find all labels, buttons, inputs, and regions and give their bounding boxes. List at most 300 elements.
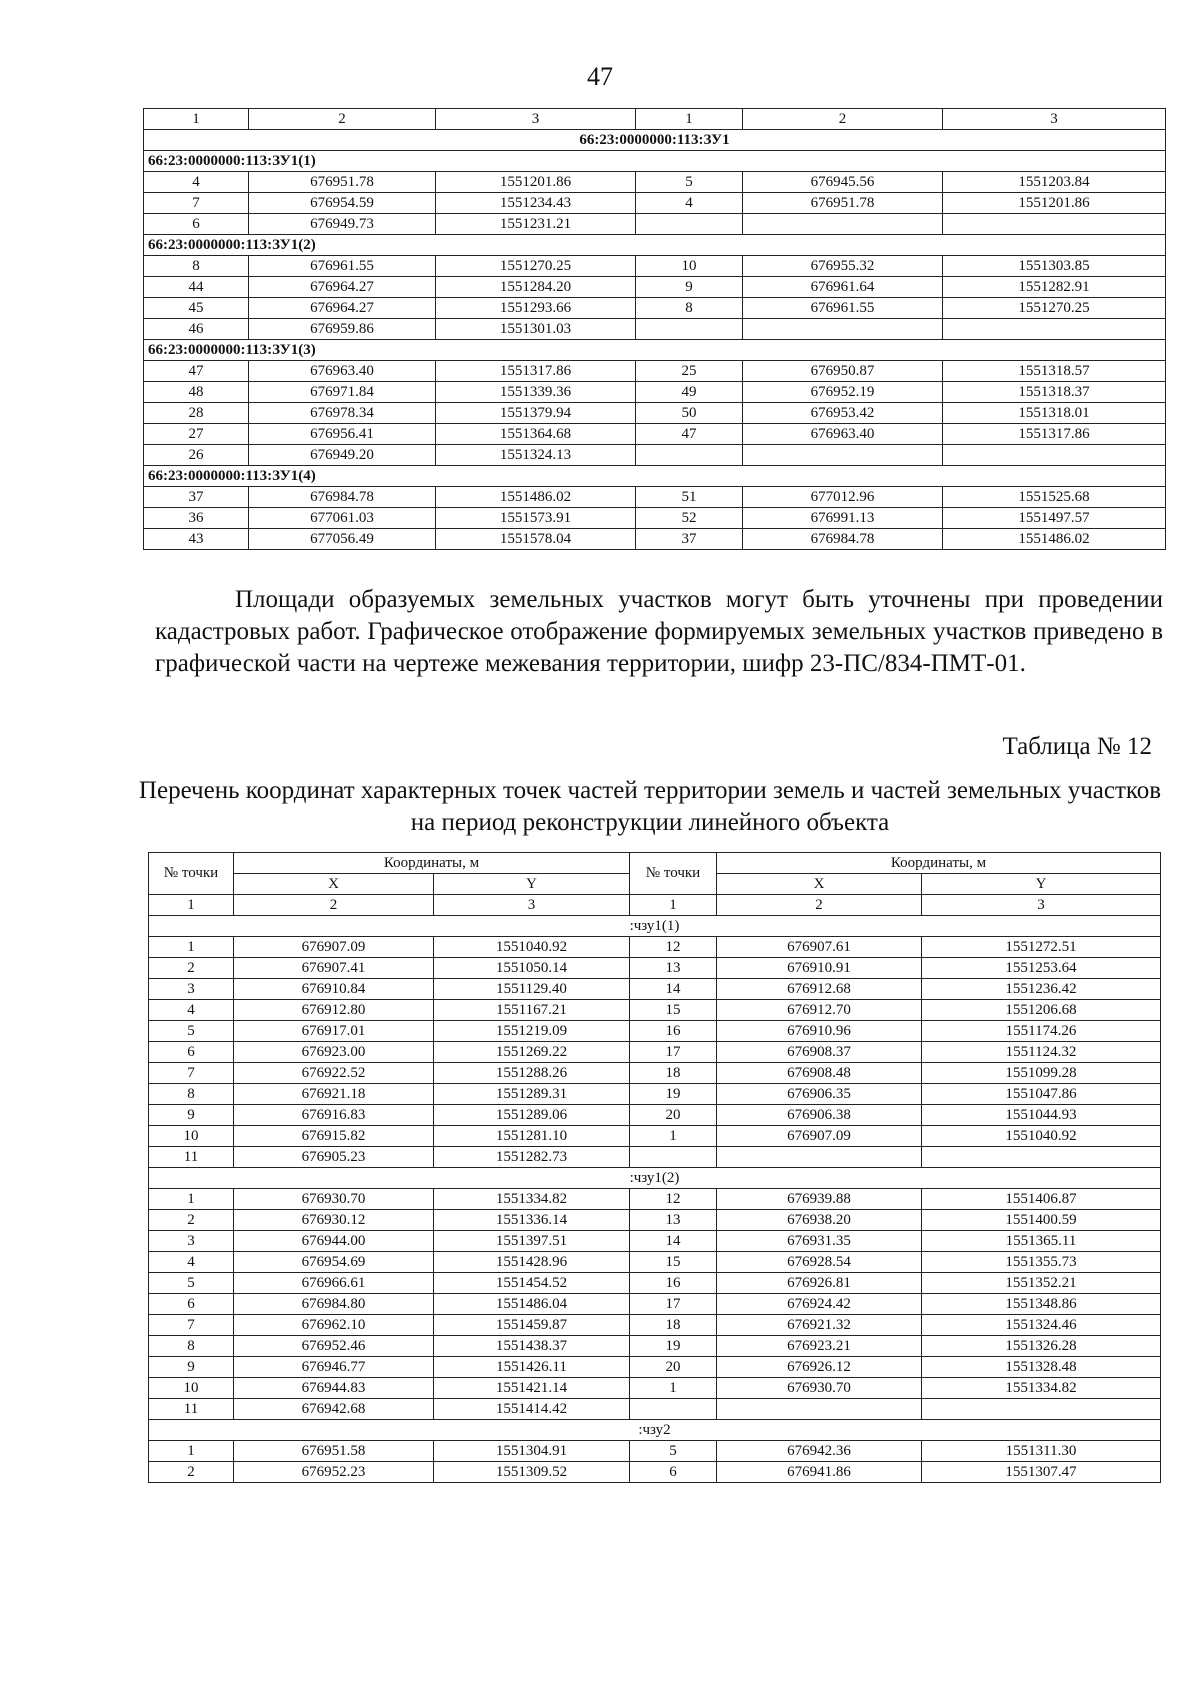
table-cell: 676916.83 <box>234 1105 434 1126</box>
table-cell: 676942.36 <box>717 1441 922 1462</box>
table-cell <box>630 1147 717 1168</box>
table-cell: 1 <box>149 1189 234 1210</box>
table-cell: 5 <box>149 1273 234 1294</box>
table-cell: 1551497.57 <box>943 508 1166 529</box>
table-cell: 8 <box>144 256 249 277</box>
section-header-row <box>144 151 1166 172</box>
table-cell: 676910.91 <box>717 958 922 979</box>
table-cell: 1551124.32 <box>922 1042 1161 1063</box>
table-cell: 1551050.14 <box>434 958 630 979</box>
table-cell: 28 <box>144 403 249 424</box>
table-cell: 676984.78 <box>249 487 436 508</box>
coordinates-table-chzu <box>148 852 1161 1483</box>
table-cell: 1551459.87 <box>434 1315 630 1336</box>
table-cell: 676963.40 <box>743 424 943 445</box>
column-number-row <box>144 109 1166 130</box>
table-cell: 1551284.20 <box>436 277 636 298</box>
table-cell: 676908.48 <box>717 1063 922 1084</box>
table-cell: 36 <box>144 508 249 529</box>
table-cell: 1551236.42 <box>922 979 1161 1000</box>
coordinates-header: Координаты, м <box>234 853 630 874</box>
table-cell: 676961.55 <box>743 298 943 319</box>
table-row <box>149 1126 1161 1147</box>
table-cell: 7 <box>144 193 249 214</box>
table-cell: 676959.86 <box>249 319 436 340</box>
table-row <box>149 1084 1161 1105</box>
table-cell: 676949.73 <box>249 214 436 235</box>
table-cell <box>636 214 743 235</box>
table-cell: 49 <box>636 382 743 403</box>
table-cell: 1551406.87 <box>922 1189 1161 1210</box>
table-cell: 1551282.91 <box>943 277 1166 298</box>
table-cell: 1551573.91 <box>436 508 636 529</box>
table-cell: 676907.09 <box>717 1126 922 1147</box>
table-cell: 10 <box>636 256 743 277</box>
table-cell: 12 <box>630 937 717 958</box>
table-cell: 1551288.26 <box>434 1063 630 1084</box>
table-cell: 676963.40 <box>249 361 436 382</box>
table-cell: 676964.27 <box>249 298 436 319</box>
table-cell: 676910.84 <box>234 979 434 1000</box>
table-cell: 676954.59 <box>249 193 436 214</box>
table-cell: 43 <box>144 529 249 550</box>
table-cell: 1551324.13 <box>436 445 636 466</box>
column-number-row <box>149 895 1161 916</box>
table-cell: 1551167.21 <box>434 1000 630 1021</box>
table-cell: 3 <box>943 109 1166 130</box>
table-cell: 1551318.57 <box>943 361 1166 382</box>
table-cell: 676964.27 <box>249 277 436 298</box>
table-cell: 14 <box>630 979 717 1000</box>
table-cell: 1551400.59 <box>922 1210 1161 1231</box>
table-row <box>144 277 1166 298</box>
table-cell: 4 <box>149 1000 234 1021</box>
table-cell: 1551317.86 <box>436 361 636 382</box>
table-cell: 1551355.73 <box>922 1252 1161 1273</box>
table-cell <box>717 1399 922 1420</box>
table-cell: 1551486.04 <box>434 1294 630 1315</box>
section-header-row <box>149 916 1161 937</box>
coordinates-table-zu1 <box>143 108 1166 550</box>
page-number: 47 <box>587 62 613 91</box>
table-cell: 26 <box>144 445 249 466</box>
table-cell: 1551293.66 <box>436 298 636 319</box>
table-row <box>149 1189 1161 1210</box>
table-cell: 676952.46 <box>234 1336 434 1357</box>
table-cell: 676946.77 <box>234 1357 434 1378</box>
table-cell <box>743 214 943 235</box>
table-cell: 6 <box>149 1294 234 1315</box>
table-cell: 677012.96 <box>743 487 943 508</box>
table-cell: 5 <box>630 1441 717 1462</box>
table-cell <box>636 445 743 466</box>
table-cell: 1 <box>149 937 234 958</box>
table-cell: 7 <box>149 1063 234 1084</box>
table-cell: 1551428.96 <box>434 1252 630 1273</box>
table-cell: 676942.68 <box>234 1399 434 1420</box>
section-header-row <box>144 340 1166 361</box>
table-cell: 9 <box>149 1357 234 1378</box>
table-cell: 47 <box>636 424 743 445</box>
table-cell: 10 <box>149 1126 234 1147</box>
table-cell: 676951.78 <box>743 193 943 214</box>
table-cell: 1551334.82 <box>434 1189 630 1210</box>
table-cell: 1551454.52 <box>434 1273 630 1294</box>
table-cell: 16 <box>630 1021 717 1042</box>
table-cell: 676923.00 <box>234 1042 434 1063</box>
table-cell: 1551525.68 <box>943 487 1166 508</box>
table-cell: 1551044.93 <box>922 1105 1161 1126</box>
table-cell: 676966.61 <box>234 1273 434 1294</box>
table-cell: 1551253.64 <box>922 958 1161 979</box>
table-cell: 9 <box>149 1105 234 1126</box>
table-cell: 676912.70 <box>717 1000 922 1021</box>
table-cell: 1 <box>144 109 249 130</box>
table-row <box>149 1462 1161 1483</box>
table-cell: 1551206.68 <box>922 1000 1161 1021</box>
table-cell <box>943 319 1166 340</box>
table-cell: 3 <box>149 979 234 1000</box>
table-cell: 1551324.46 <box>922 1315 1161 1336</box>
table-cell: 6 <box>149 1042 234 1063</box>
table-cell: 1551309.52 <box>434 1462 630 1483</box>
table-cell: 13 <box>630 1210 717 1231</box>
column-number: 3 <box>922 895 1161 916</box>
table-cell: 8 <box>636 298 743 319</box>
column-number: 1 <box>630 895 717 916</box>
table-cell: 25 <box>636 361 743 382</box>
table-cell: 676944.00 <box>234 1231 434 1252</box>
table-cell: 676922.52 <box>234 1063 434 1084</box>
table-cell: 17 <box>630 1294 717 1315</box>
table-cell: 1551486.02 <box>436 487 636 508</box>
table-cell: 15 <box>630 1252 717 1273</box>
table-cell: 3 <box>436 109 636 130</box>
table-cell: 37 <box>144 487 249 508</box>
table-cell: 16 <box>630 1273 717 1294</box>
table-cell: 1551099.28 <box>922 1063 1161 1084</box>
section-name: 66:23:0000000:113:ЗУ1(4) <box>144 466 1166 487</box>
section-name: 66:23:0000000:113:ЗУ1(3) <box>144 340 1166 361</box>
table-row <box>149 1357 1161 1378</box>
table-cell: 11 <box>149 1399 234 1420</box>
table-cell: 676956.41 <box>249 424 436 445</box>
table-row <box>144 172 1166 193</box>
section-header-row <box>149 1420 1161 1441</box>
x-header: X <box>717 874 922 895</box>
table-cell: 1551270.25 <box>943 298 1166 319</box>
table-cell: 676984.78 <box>743 529 943 550</box>
table-row <box>149 1000 1161 1021</box>
table-row <box>144 361 1166 382</box>
table-cell: 13 <box>630 958 717 979</box>
table-cell: 9 <box>636 277 743 298</box>
table-row <box>149 1105 1161 1126</box>
table-row <box>149 1273 1161 1294</box>
table-row <box>149 958 1161 979</box>
table-row <box>144 382 1166 403</box>
table-cell: 1551414.42 <box>434 1399 630 1420</box>
y-header: Y <box>922 874 1161 895</box>
coordinates-header: Координаты, м <box>717 853 1161 874</box>
table-cell: 676951.58 <box>234 1441 434 1462</box>
table-label: Таблица № 12 <box>1002 733 1152 760</box>
parcel-title: 66:23:0000000:113:ЗУ1 <box>144 130 1166 151</box>
table-cell: 676907.41 <box>234 958 434 979</box>
table-cell: 676949.20 <box>249 445 436 466</box>
table-cell: 676928.54 <box>717 1252 922 1273</box>
table-cell: 676984.80 <box>234 1294 434 1315</box>
table-row <box>149 1252 1161 1273</box>
table-cell <box>922 1147 1161 1168</box>
table-row <box>149 1021 1161 1042</box>
table-cell: 676907.61 <box>717 937 922 958</box>
table-row <box>144 424 1166 445</box>
table-cell: 676905.23 <box>234 1147 434 1168</box>
table-cell: 1551348.86 <box>922 1294 1161 1315</box>
table-cell: 1551352.21 <box>922 1273 1161 1294</box>
table-row <box>144 319 1166 340</box>
table-cell: 2 <box>149 958 234 979</box>
table-cell: 1 <box>630 1126 717 1147</box>
table-cell: 676923.21 <box>717 1336 922 1357</box>
table-cell: 5 <box>636 172 743 193</box>
table-row <box>144 487 1166 508</box>
point-number-header: № точки <box>149 853 234 895</box>
table-cell: 1551486.02 <box>943 529 1166 550</box>
column-number: 2 <box>234 895 434 916</box>
table-cell: 11 <box>149 1147 234 1168</box>
table-cell: 15 <box>630 1000 717 1021</box>
table-cell: 676950.87 <box>743 361 943 382</box>
table-cell: 1551289.06 <box>434 1105 630 1126</box>
table-cell: 676945.56 <box>743 172 943 193</box>
table-cell: 17 <box>630 1042 717 1063</box>
table-cell: 1551438.37 <box>434 1336 630 1357</box>
table-cell: 1551040.92 <box>434 937 630 958</box>
table-cell: 676921.18 <box>234 1084 434 1105</box>
table-row <box>149 1441 1161 1462</box>
table-row <box>144 298 1166 319</box>
table-cell: 676906.38 <box>717 1105 922 1126</box>
table-cell: 676930.12 <box>234 1210 434 1231</box>
table-row <box>149 1063 1161 1084</box>
section-name: :чзу2 <box>149 1420 1161 1441</box>
table-row <box>144 214 1166 235</box>
section-name: 66:23:0000000:113:ЗУ1(2) <box>144 235 1166 256</box>
area-note-paragraph: Площади образуемых земельных участков могут быть уточнены при проведении кадастровых работ. Графическое отображение формируемых земельных участков приведено в графической части на чертеже межевания территории, шифр 23-ПС/834-ПМТ-01. <box>155 586 1163 677</box>
table-cell: 1551365.11 <box>922 1231 1161 1252</box>
table-cell: 4 <box>144 172 249 193</box>
table-cell <box>943 214 1166 235</box>
table-cell: 1551231.21 <box>436 214 636 235</box>
table-cell: 1551301.03 <box>436 319 636 340</box>
table-row <box>144 403 1166 424</box>
table-cell: 676930.70 <box>234 1189 434 1210</box>
table-cell: 676906.35 <box>717 1084 922 1105</box>
table-cell: 19 <box>630 1084 717 1105</box>
section-header-row <box>144 466 1166 487</box>
table-row <box>144 193 1166 214</box>
table-row <box>144 445 1166 466</box>
table-cell: 677061.03 <box>249 508 436 529</box>
table-row <box>149 1231 1161 1252</box>
table-cell: 1551318.37 <box>943 382 1166 403</box>
table-cell: 37 <box>636 529 743 550</box>
table-cell: 14 <box>630 1231 717 1252</box>
table-cell: 676912.68 <box>717 979 922 1000</box>
table-cell: 676971.84 <box>249 382 436 403</box>
table-cell: 44 <box>144 277 249 298</box>
table-row <box>149 1336 1161 1357</box>
table-cell: 8 <box>149 1336 234 1357</box>
table-cell <box>922 1399 1161 1420</box>
table-cell: 1551304.91 <box>434 1441 630 1462</box>
table-cell: 1551174.26 <box>922 1021 1161 1042</box>
column-number: 1 <box>149 895 234 916</box>
table-title: Перечень координат характерных точек частей территории земель и частей земельных участков на период реконструкции линейного объекта <box>138 777 1162 836</box>
table-cell: 1551303.85 <box>943 256 1166 277</box>
table-cell: 7 <box>149 1315 234 1336</box>
table-row <box>144 529 1166 550</box>
table-row <box>149 1042 1161 1063</box>
table-cell: 676907.09 <box>234 937 434 958</box>
table-cell: 1551318.01 <box>943 403 1166 424</box>
table-cell: 50 <box>636 403 743 424</box>
table-cell: 676924.42 <box>717 1294 922 1315</box>
table-cell: 676926.12 <box>717 1357 922 1378</box>
table-cell: 48 <box>144 382 249 403</box>
table-cell: 1551339.36 <box>436 382 636 403</box>
table-cell: 1551317.86 <box>943 424 1166 445</box>
table-cell: 676961.55 <box>249 256 436 277</box>
table-cell: 8 <box>149 1084 234 1105</box>
table-cell: 1551269.22 <box>434 1042 630 1063</box>
table-cell: 1 <box>630 1378 717 1399</box>
table-cell: 1551203.84 <box>943 172 1166 193</box>
table-cell: 676952.19 <box>743 382 943 403</box>
table-cell: 1551289.31 <box>434 1084 630 1105</box>
table-cell: 676961.64 <box>743 277 943 298</box>
table-cell: 2 <box>149 1210 234 1231</box>
table-cell: 1551397.51 <box>434 1231 630 1252</box>
table-cell: 1551334.82 <box>922 1378 1161 1399</box>
section-name: 66:23:0000000:113:ЗУ1(1) <box>144 151 1166 172</box>
table-cell: 676954.69 <box>234 1252 434 1273</box>
table-cell: 5 <box>149 1021 234 1042</box>
table-cell: 676953.42 <box>743 403 943 424</box>
table-cell: 676944.83 <box>234 1378 434 1399</box>
table-cell: 676921.32 <box>717 1315 922 1336</box>
table-cell <box>717 1147 922 1168</box>
table-cell <box>743 445 943 466</box>
table-cell: 676930.70 <box>717 1378 922 1399</box>
x-header: X <box>234 874 434 895</box>
table-cell: 1551201.86 <box>943 193 1166 214</box>
table-cell: 4 <box>149 1252 234 1273</box>
table-cell: 1551421.14 <box>434 1378 630 1399</box>
table-cell: 18 <box>630 1063 717 1084</box>
table-cell: 676912.80 <box>234 1000 434 1021</box>
table-cell: 6 <box>630 1462 717 1483</box>
table-cell <box>630 1399 717 1420</box>
table-row <box>149 937 1161 958</box>
table-cell: 6 <box>144 214 249 235</box>
table-cell: 2 <box>249 109 436 130</box>
section-name: :чзу1(1) <box>149 916 1161 937</box>
table-cell: 676955.32 <box>743 256 943 277</box>
table-cell: 10 <box>149 1378 234 1399</box>
table-row <box>149 1399 1161 1420</box>
table-cell: 46 <box>144 319 249 340</box>
column-number: 2 <box>717 895 922 916</box>
table-cell: 1551234.43 <box>436 193 636 214</box>
column-number: 3 <box>434 895 630 916</box>
parcel-title-row <box>144 130 1166 151</box>
point-number-header: № точки <box>630 853 717 895</box>
table-cell: 51 <box>636 487 743 508</box>
table-cell <box>636 319 743 340</box>
table-row <box>149 1378 1161 1399</box>
table-cell: 18 <box>630 1315 717 1336</box>
table-cell: 676941.86 <box>717 1462 922 1483</box>
table-cell: 676952.23 <box>234 1462 434 1483</box>
table-cell: 1551578.04 <box>436 529 636 550</box>
table-cell: 1551282.73 <box>434 1147 630 1168</box>
table-row <box>149 1294 1161 1315</box>
table-cell: 1 <box>636 109 743 130</box>
table-row <box>149 1147 1161 1168</box>
table-cell: 676978.34 <box>249 403 436 424</box>
table-cell: 676962.10 <box>234 1315 434 1336</box>
section-header-row <box>149 1168 1161 1189</box>
table-cell: 12 <box>630 1189 717 1210</box>
table-cell: 1551379.94 <box>436 403 636 424</box>
table-cell: 1551336.14 <box>434 1210 630 1231</box>
table-cell: 19 <box>630 1336 717 1357</box>
table-row <box>149 1315 1161 1336</box>
table-cell: 676917.01 <box>234 1021 434 1042</box>
table-cell: 676931.35 <box>717 1231 922 1252</box>
table-cell: 676910.96 <box>717 1021 922 1042</box>
table-cell: 1551270.25 <box>436 256 636 277</box>
table-cell: 47 <box>144 361 249 382</box>
table-cell: 45 <box>144 298 249 319</box>
table-cell: 676926.81 <box>717 1273 922 1294</box>
table-cell: 4 <box>636 193 743 214</box>
table-cell: 1551311.30 <box>922 1441 1161 1462</box>
table-header-row <box>149 853 1161 874</box>
table-cell: 1551201.86 <box>436 172 636 193</box>
table-cell: 676951.78 <box>249 172 436 193</box>
y-header: Y <box>434 874 630 895</box>
table-cell: 1 <box>149 1441 234 1462</box>
table-cell: 1551364.68 <box>436 424 636 445</box>
table-row <box>149 979 1161 1000</box>
table-row <box>144 508 1166 529</box>
table-cell: 1551272.51 <box>922 937 1161 958</box>
table-cell: 676915.82 <box>234 1126 434 1147</box>
table-cell: 3 <box>149 1231 234 1252</box>
table-cell: 1551326.28 <box>922 1336 1161 1357</box>
table-cell: 676938.20 <box>717 1210 922 1231</box>
table-cell: 27 <box>144 424 249 445</box>
table-cell: 2 <box>149 1462 234 1483</box>
table-cell: 1551129.40 <box>434 979 630 1000</box>
table-row <box>149 1210 1161 1231</box>
table-cell: 1551426.11 <box>434 1357 630 1378</box>
section-name: :чзу1(2) <box>149 1168 1161 1189</box>
